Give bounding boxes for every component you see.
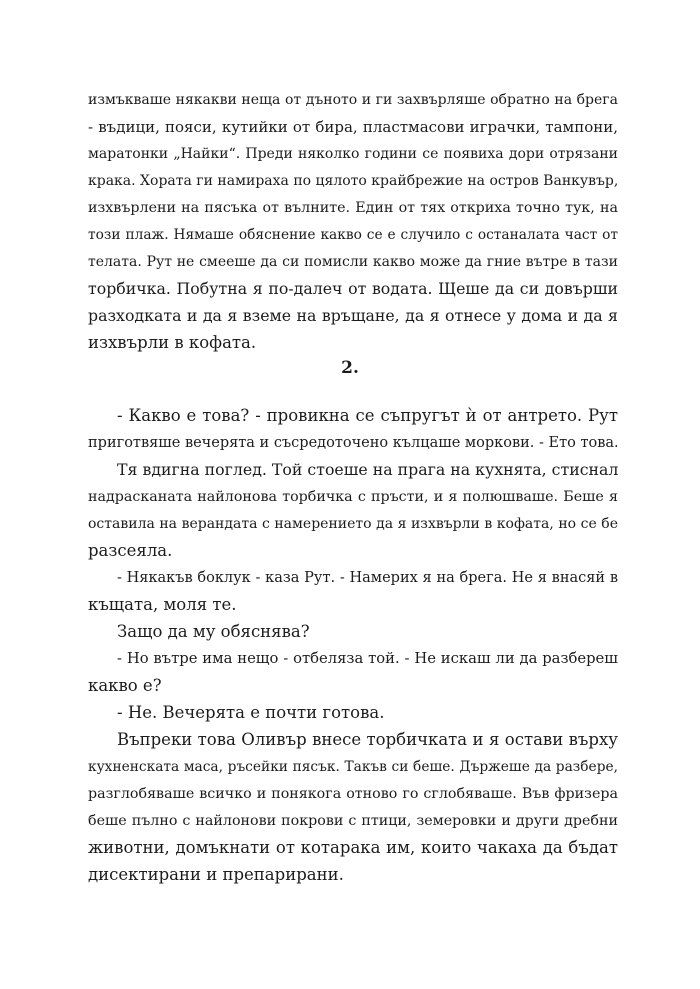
text-line: разсеяла.	[88, 541, 173, 560]
text-line: какво е?	[88, 676, 162, 695]
text-line: беше пълно с найлонови покрови с птици, земеровки и други дребни	[88, 813, 618, 829]
text-line: - Не. Вечерята е почти готова.	[117, 703, 385, 722]
text-line: маратонки „Найки“. Преди няколко години се появиха дори отрязани	[88, 146, 618, 162]
text-line: приготвяше вечерята и съсредоточено кълцаше моркови. - Ето това.	[88, 435, 619, 451]
text-line: животни, домъкнати от котарака им, които чакаха да бъдат	[88, 838, 618, 857]
text-line: измъкваше някакви неща от дъното и ги захвърляше обратно на брега	[88, 92, 618, 108]
chapter-heading: 2.	[341, 358, 359, 378]
text-line: Въпреки това Оливър внесе торбичката и я остави върху	[117, 730, 618, 749]
text-line: телата. Рут не смееше да си помисли какво може да гние вътре в тази	[88, 254, 618, 270]
text-line: - Какво е това? - провикна се съпругът ѝ от антрето. Рут	[117, 406, 618, 425]
text-line: - Но вътре има нещо - отбеляза той. - Не искаш ли да разбереш	[117, 650, 618, 667]
text-line: Защо да му обяснява?	[117, 622, 310, 641]
text-line: надрасканата найлонова торбичка с пръсти, и я полюшваше. Беше я	[88, 489, 618, 505]
text-line: къщата, моля те.	[88, 595, 237, 614]
text-line: оставила на верандата с намерението да я изхвърли в кофата, но се бе	[88, 516, 618, 532]
text-line: този плаж. Нямаше обяснение какво се е случило с останалата част от	[88, 227, 618, 243]
text-line: крака. Хората ги намираха по цялото крайбрежие на остров Ванкувър,	[88, 173, 619, 189]
text-line: разглобяваше всичко и понякога отново го сглобяваше. Във фризера	[88, 786, 618, 802]
text-line: изхвърли в кофата.	[88, 333, 257, 352]
text-line: торбичка. Побутна я по-далеч от водата. Щеше да си довърши	[88, 279, 618, 298]
text-line: кухненската маса, ръсейки пясък. Такъв си беше. Държеше да разбере,	[88, 759, 618, 775]
text-line: - Някакъв боклук - каза Рут. - Намерих я на брега. Не я внасяй в	[117, 570, 618, 586]
text-line: разходката и да я вземе на връщане, да я отнесе у дома и да я	[88, 306, 618, 325]
text-line: - въдици, пояси, кутийки от бира, пластмасови играчки, тампони,	[88, 118, 618, 136]
text-line: дисектирани и препарирани.	[88, 865, 344, 884]
text-line: Тя вдигна поглед. Той стоеше на прага на кухнята, стиснал	[117, 460, 619, 479]
text-line: изхвърлени на пясъка от вълните. Един от тях откриха точно тук, на	[88, 200, 618, 216]
